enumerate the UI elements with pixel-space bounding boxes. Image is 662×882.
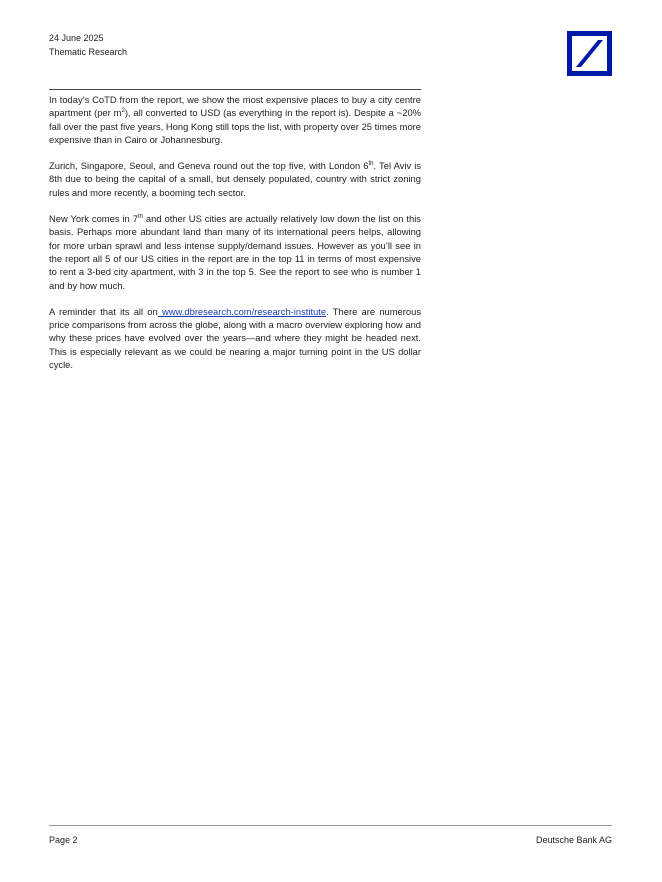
- footer-company: Deutsche Bank AG: [535, 835, 612, 845]
- article-body: [49, 93, 421, 384]
- logo-slash-icon: [572, 36, 607, 71]
- page-header: [49, 31, 127, 59]
- paragraph-2: Zurich, Singapore, Seoul, and Geneva round out the top five, with London 6th. Tel Aviv is 8th due to being the capital of a small, but densely populated, country with strict zoning rules and more recently, a booming tech sector.: [49, 160, 421, 198]
- research-institute-link[interactable]: www.dbresearch.com/research-institute: [157, 305, 327, 317]
- superscript: th: [137, 213, 143, 220]
- footer-divider: [49, 825, 612, 826]
- paragraph-1: In today’s CoTD from the report, we show the most expensive places to buy a city centre apartment (per $m^2$), all converted to USD (as everything in the report is). Despite a ~20% fall over the past five years, Hong Kong still tops the list, with property over 25 times more expensive than in Cairo or Johannesburg.: [49, 94, 421, 145]
- report-date: 24 June 2025: [49, 33, 104, 43]
- deutsche-bank-logo-icon: [567, 31, 612, 76]
- report-section: Thematic Research: [49, 47, 128, 57]
- header-divider: [49, 89, 421, 90]
- superscript: 2: [121, 108, 125, 115]
- paragraph-4: A reminder that its all on www.dbresearch.com/research-institute. There are numerous price comparisons from across the globe, along with a macro overview exploring how and why these prices have evolved over the years—and where they might be headed next. This is especially relevant as we could be nearing a major turning point in the US dollar cycle.: [49, 305, 422, 371]
- paragraph-3: New York comes in 7th and other US cities are actually relatively low down the list on this basis. Perhaps more abundant land than many of its international peers helps, allowing for more urban sprawl and less intense supply/demand issues. However as you’ll see in the report all 5 of our US cities in the report are in the top 11 in terms of most expensive to rent a 3-bed city apartment, with 3 in the top 5. See the report to see who is number 1 and by how much.: [49, 213, 421, 291]
- superscript: th: [368, 161, 374, 168]
- page-number: Page 2: [49, 835, 78, 845]
